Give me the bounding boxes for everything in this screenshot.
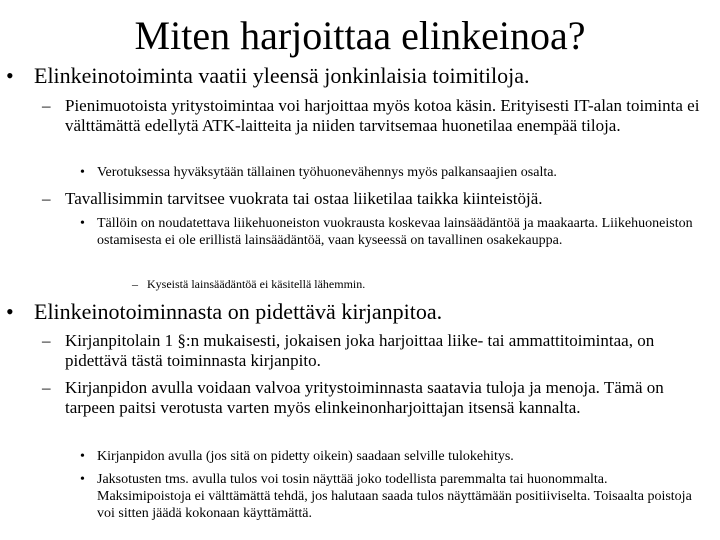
- bullet-item: [6, 299, 706, 324]
- bullet-marker: •: [80, 449, 85, 464]
- bullet-text: Kirjanpitolain 1 §:n mukaisesti, jokaisen joka harjoittaa liike- tai ammattitoimintaa, on pidettävä tästä toiminnasta kirjanpito.: [65, 331, 655, 370]
- bullet-text: Kirjanpidon avulla (jos sitä on pidetty oikein) saadaan selville tulokehitys.: [97, 449, 514, 464]
- bullet-marker: –: [42, 189, 51, 208]
- bullet-item: [80, 215, 705, 249]
- bullet-marker: –: [132, 277, 138, 291]
- bullet-marker: •: [80, 165, 85, 180]
- bullet-item: [42, 96, 702, 136]
- bullet-item: [42, 331, 702, 371]
- bullet-item: [6, 63, 706, 88]
- bullet-text: Tällöin on noudatettava liikehuoneiston vuokrausta koskevaa lainsäädäntöä ja maakaarta. Liikehuoneiston ostamisesta ei ole erillistä lainsäädäntöä, vaan kyseessä on tavallinen osakekauppa.: [97, 216, 693, 248]
- bullet-text: Elinkeinotoiminnasta on pidettävä kirjanpitoa.: [34, 299, 443, 324]
- bullet-marker: •: [6, 299, 14, 324]
- slide-title: Miten harjoittaa elinkeinoa?: [134, 13, 586, 58]
- bullet-text: Jaksotusten tms. avulla tulos voi tosin näyttää joko todellista paremmalta tai huonommalta. Maksimipoistoja ei välttämättä tehdä, jos halutaan saada tulos näyttämään positiiviselta. Toisaalta poistoja voi sitten jäädä kokonaan käyttämättä.: [97, 472, 692, 521]
- bullet-item: [80, 448, 705, 465]
- bullet-marker: •: [80, 472, 85, 487]
- bullet-text: Tavallisimmin tarvitsee vuokrata tai ostaa liiketilaa taikka kiinteistöjä.: [65, 189, 543, 208]
- bullet-item: [42, 189, 702, 209]
- bullet-text: Elinkeinotoiminta vaatii yleensä jonkinlaisia toimitiloja.: [34, 63, 530, 88]
- bullet-marker: •: [80, 216, 85, 231]
- bullet-text: Verotuksessa hyväksytään tällainen työhuonevähennys myös palkansaajien osalta.: [97, 165, 557, 180]
- bullet-text: Kyseistä lainsäädäntöä ei käsitellä lähemmin.: [147, 277, 366, 291]
- bullet-marker: –: [42, 378, 51, 397]
- bullet-item: [42, 378, 702, 418]
- bullet-text: Pienimuotoista yritystoimintaa voi harjoittaa myös kotoa käsin. Erityisesti IT-alan toiminta ei välttämättä edellytä ATK-laitteita ja niiden tarvitsemaa huonetilaa enempää tiloja.: [65, 96, 700, 135]
- bullet-marker: –: [42, 96, 51, 115]
- bullet-item: [80, 471, 705, 522]
- bullet-item: [80, 164, 705, 181]
- bullet-text: Kirjanpidon avulla voidaan valvoa yritystoiminnasta saatavia tuloja ja menoja. Tämä on tarpeen paitsi verotusta varten myös elinkeinonharjoittajan itsensä kannalta.: [65, 378, 664, 417]
- bullet-marker: –: [42, 331, 51, 350]
- bullet-marker: •: [6, 63, 14, 88]
- bullet-item: [132, 277, 692, 292]
